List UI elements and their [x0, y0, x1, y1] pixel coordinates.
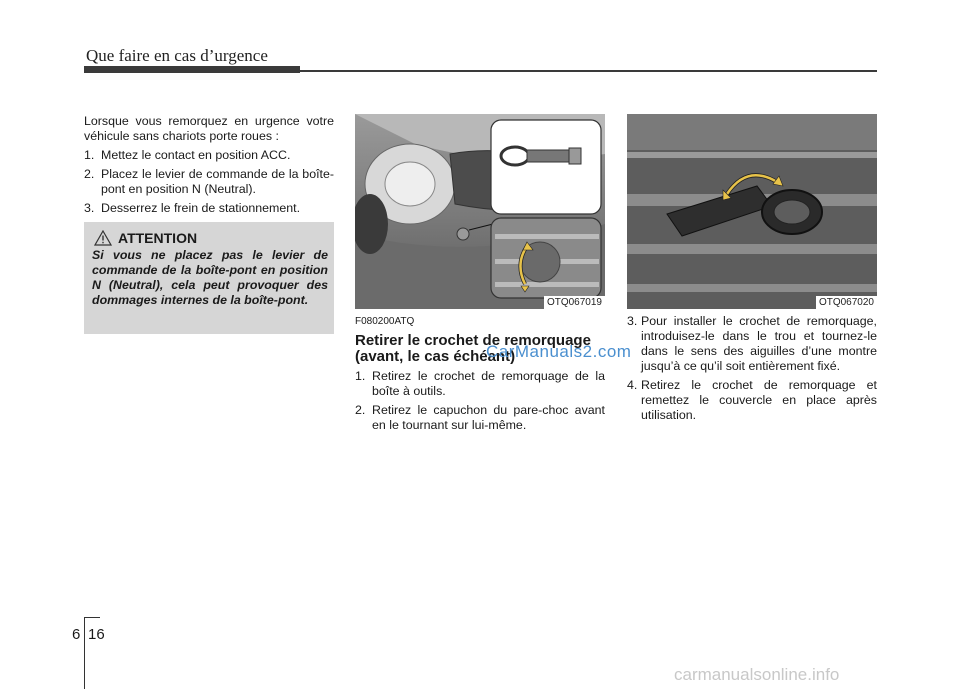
- page-number: 16: [88, 626, 105, 643]
- page-header-title: Que faire en cas d’urgence: [86, 46, 268, 65]
- hook-install-illustration: [627, 114, 877, 309]
- step-text: Pour installer le crochet de remorquage, introduisez-le dans le trou et tournez-le dans le sens des aiguilles d’une montre jusqu’à ce qu’il soit entièrement fixé.: [641, 314, 877, 373]
- step-text: Desserrez le frein de stationnement.: [101, 201, 301, 215]
- section-code: F080200ATQ: [355, 316, 415, 327]
- intro-paragraph: Lorsque vous remorquez en urgence votre véhicule sans chariots porte roues :: [84, 114, 334, 143]
- caution-text: Si vous ne placez pas le levier de commande de la boîte-pont en position N (Neutral), cela peut provoquer des dommages internes de la boîte-pont.: [92, 248, 328, 307]
- footer-site-watermark: carmanualsonline.info: [674, 665, 840, 684]
- step-item: [84, 201, 334, 216]
- figure-tow-hook-installation: [627, 114, 877, 309]
- step-number: 1.: [84, 148, 95, 162]
- watermark-text: CarManuals2.com: [486, 342, 632, 361]
- step-number: 3.: [627, 314, 638, 328]
- left-column: [84, 114, 334, 220]
- bumper-illustration: [355, 114, 605, 309]
- step-number: 1.: [355, 369, 366, 383]
- step-item: [355, 403, 605, 433]
- caution-title: ATTENTION: [118, 230, 198, 246]
- right-column: [627, 314, 877, 427]
- step-number: 2.: [355, 403, 366, 417]
- step-number: 4.: [627, 378, 638, 392]
- caution-box: [84, 222, 334, 334]
- warning-triangle-icon: [94, 230, 112, 246]
- header-rule-thick: [84, 66, 300, 73]
- step-item: [84, 148, 334, 163]
- step-item: [627, 314, 877, 374]
- step-text: Retirez le crochet de remorquage de la boîte à outils.: [372, 369, 605, 398]
- step-item: [355, 369, 605, 399]
- step-text: Placez le levier de commande de la boîte-pont en position N (Neutral).: [101, 167, 334, 196]
- step-item: [627, 378, 877, 423]
- page-section-number: 6: [72, 626, 81, 643]
- step-text: Mettez le contact en position ACC.: [101, 148, 291, 162]
- footer-rule-horizontal: [84, 617, 100, 618]
- header-rule-thin: [300, 70, 877, 72]
- middle-column: [355, 314, 605, 437]
- step-number: 3.: [84, 201, 95, 215]
- step-text: Retirez le crochet de remorquage et remettez le couvercle en place après utilisation.: [641, 378, 877, 422]
- footer-rule-vertical: [84, 617, 85, 689]
- step-text: Retirez le capuchon du pare-choc avant en le tournant sur lui-même.: [372, 403, 605, 432]
- figure-bumper-tow-hook: [355, 114, 605, 309]
- figure-label: OTQ067019: [544, 296, 605, 309]
- step-number: 2.: [84, 167, 95, 181]
- section-heading: Retirer le crochet de remorquage (avant, le cas échéant): [355, 332, 591, 365]
- figure-label: OTQ067020: [816, 296, 877, 309]
- step-item: [84, 167, 334, 197]
